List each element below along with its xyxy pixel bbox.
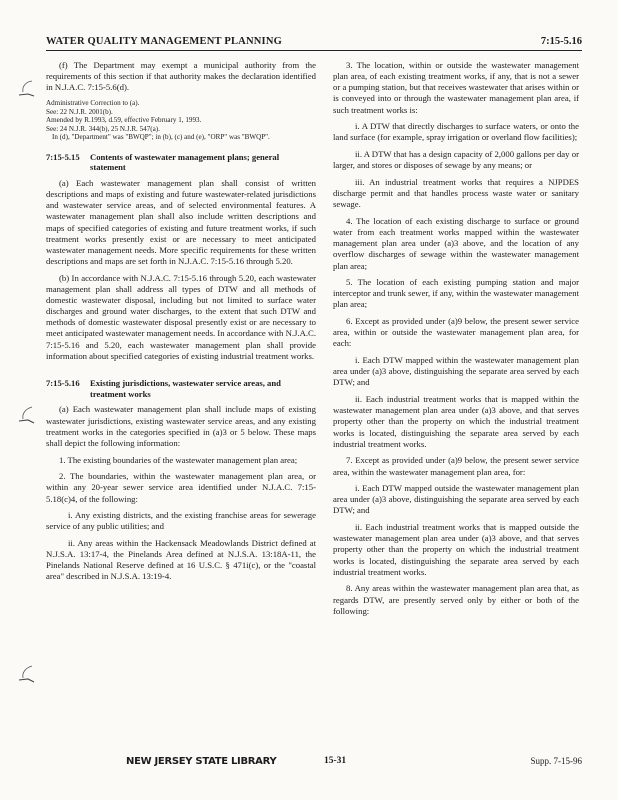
history-line: Administrative Correction to (a). — [46, 98, 140, 107]
list-item-6: 6. Except as provided under (a)9 below, the present sewer service area, within or outside the wastewater management plan area, for each: — [333, 316, 579, 349]
binding-hole-mark — [16, 664, 38, 686]
supplement-date: Supp. 7-15-96 — [530, 756, 582, 766]
binding-hole-mark — [16, 78, 38, 100]
list-item-8: 8. Any areas within the wastewater management plan area that, as regards DTW, are presently served only by either or both of the following: — [333, 583, 579, 616]
paragraph-5-16-a: (a) Each wastewater management plan shall include maps of existing wastewater jurisdictions, existing wastewater service areas, and any existing treatment works in the categories specified in (a)3 or 5 below. These maps shall depict the following information: — [46, 404, 316, 448]
history-line: See: 24 N.J.R. 344(b), 25 N.J.R. 547(a). — [46, 124, 160, 133]
section-title: Existing jurisdictions, wastewater service areas, and treatment works — [90, 378, 281, 399]
list-item-6-i: i. Each DTW mapped within the wastewater management plan area under (a)3 above, distinguishing the separate area served by each DTW; and — [333, 355, 579, 388]
list-item-6-ii: ii. Each industrial treatment works that is mapped within the wastewater management plan area under (a)3 above, and that serves property other than the property on which the industrial treatment works is located, distinguishing the separate area served by each industrial treatment works. — [333, 394, 579, 449]
page-number: 15-31 — [324, 756, 347, 766]
history-line: Amended by R.1993, d.59, effective February 1, 1993. — [46, 116, 202, 125]
page-footer — [46, 756, 582, 772]
section-heading-5-15 — [46, 152, 316, 173]
list-item-5: 5. The location of each existing pumping station and major interceptor and trunk sewer, if any, within the wastewater management plan area; — [333, 277, 579, 310]
list-item-2-i: i. Any existing districts, and the existing franchise areas for sewerage service of any public utilities; and — [46, 510, 316, 532]
list-item-7-ii: ii. Each industrial treatment works that is mapped outside the wastewater management plan area under (a)3 above, and that serves property other than the property on which the industrial treatment works is located, distinguishing the separate area served by each industrial treatment works. — [333, 522, 579, 577]
list-item-3-iii: iii. An industrial treatment works that requires a NJPDES discharge permit and that handles process waste water or sanitary sewage. — [333, 176, 579, 210]
section-title: Contents of wastewater management plans; general statement — [90, 151, 280, 173]
list-item-7: 7. Except as provided under (a)9 below, the present sewer service area, within the wastewater management plan area, for: — [333, 455, 579, 477]
section-heading-5-16 — [46, 378, 316, 399]
paragraph-f: (f) The Department may exempt a municipal authority from the requirements of this section if that authority makes the declaration identified in N.J.A.C. 7:15-5.6(d). — [46, 60, 316, 93]
list-item-7-i: i. Each DTW mapped outside the wastewater management plan area under (a)3 above, distinguishing the separate area served by each DTW; and — [333, 483, 579, 516]
section-number: 7:15-5.16 — [46, 378, 80, 389]
right-column — [333, 60, 579, 622]
list-item-3-i: i. A DTW that directly discharges to surface waters, or onto the land surface (for example, spray irrigation or overland flow facilities); — [333, 121, 579, 143]
header-title: WATER QUALITY MANAGEMENT PLANNING — [46, 36, 282, 47]
history-line: See: 22 N.J.R. 2001(b). — [46, 107, 113, 116]
history-line: In (d), "Department" was "BWQP"; in (b), (c) and (e), "ORP" was "BWQP". — [52, 133, 270, 142]
list-item-3-ii: ii. A DTW that has a design capacity of 2,000 gallons per day or larger, and stores or disposes of sewage by any means; or — [333, 149, 579, 171]
section-number: 7:15-5.15 — [46, 151, 80, 162]
paragraph-5-15-b: (b) In accordance with N.J.A.C. 7:15-5.16 through 5.20, each wastewater management plan shall address all types of DTW and all methods of domestic wastewater disposal, including but not limited to surface water discharges and ground water discharges, to the extent that such DTW and methods of domestic wastewater disposal presently exist or are necessary to meet anticipated wastewater management needs. In accordance with N.J.A.C. 7:15-5.16 and 5.20, each wastewater management plan shall provide information about specified categories of existing industrial treatment works. — [46, 272, 316, 361]
history-note — [46, 99, 316, 142]
running-header — [46, 36, 582, 51]
list-item-3: 3. The location, within or outside the wastewater management plan area, of each existing treatment works, if any, that is not a sewer or a pumping station, but that receives wastewater that arises within or is conveyed into or through the wastewater management plan area, if such treatment works is: — [333, 60, 579, 115]
paragraph-5-15-a: (a) Each wastewater management plan shall consist of written descriptions and maps of existing and future wastewater-related jurisdictions and wastewater service areas, and of selected environmental features. A wastewater management plan shall also include written descriptions and maps of specified categories of existing and future treatment works, if such treatment works presently exist or are necessary to meet anticipated wastewater management needs. More specific requirements for these written descriptions and maps are set forth in N.J.A.C. 7:15-5.16 through 5.20. — [46, 177, 316, 267]
binding-hole-mark — [16, 405, 38, 427]
list-item-1: 1. The existing boundaries of the wastewater management plan area; — [59, 454, 298, 465]
header-section-number: 7:15-5.16 — [540, 36, 582, 47]
list-item-2-ii: ii. Any areas within the Hackensack Meadowlands District defined at N.J.S.A. 13:17-4, the Pinelands Area defined at N.J.S.A. 13:18A-11, the Pinelands National Reserve defined at 16 U.S.C. § 471i(c), or the "coastal area" described in N.J.S.A. 13:19-4. — [46, 538, 316, 582]
left-column — [46, 60, 316, 588]
list-item-2: 2. The boundaries, within the wastewater management plan area, or within any 20-year sewer service area identified under N.J.A.C. 7:15-5.18(c)4, of the following: — [46, 471, 316, 504]
list-item-4: 4. The location of each existing discharge to surface or ground water from each treatment works mapped within the wastewater management plan area under (a)3 above, and the location of any overflow discharges of sewage within the wastewater management plan area; — [333, 215, 579, 271]
library-stamp: NEW JERSEY STATE LIBRARY — [126, 756, 277, 767]
